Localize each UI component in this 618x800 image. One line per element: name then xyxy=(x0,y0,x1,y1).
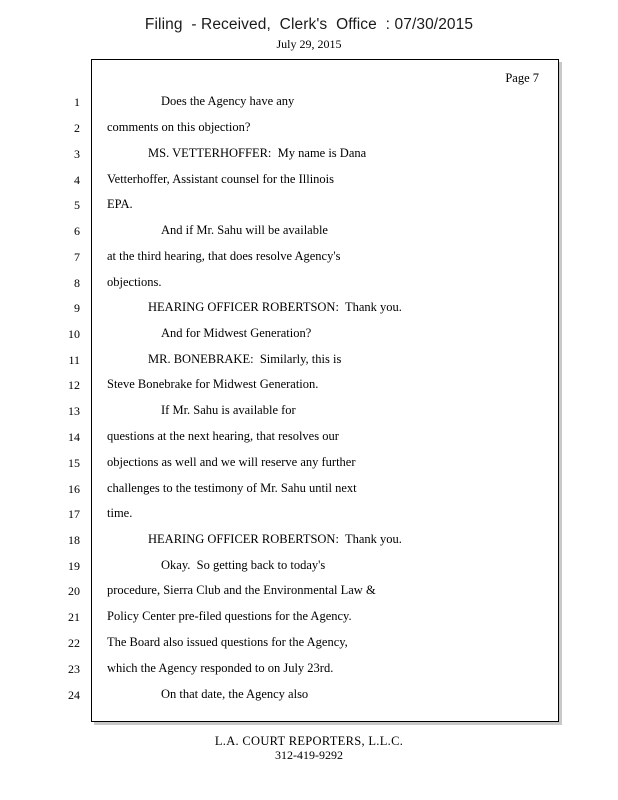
page-number: Page 7 xyxy=(505,71,539,85)
transcript-line: The Board also issued questions for the Agency, xyxy=(107,635,348,649)
filing-date: July 29, 2015 xyxy=(276,37,342,51)
line-number: 18 xyxy=(68,533,80,547)
transcript-line: HEARING OFFICER ROBERTSON: Thank you. xyxy=(148,532,402,546)
transcript-line: questions at the next hearing, that resolves our xyxy=(107,429,339,443)
line-number: 21 xyxy=(68,610,80,624)
line-number: 20 xyxy=(68,584,80,598)
transcript-line: And if Mr. Sahu will be available xyxy=(161,223,328,237)
transcript-line: objections. xyxy=(107,275,162,289)
transcript-line: procedure, Sierra Club and the Environmental Law & xyxy=(107,583,376,597)
line-number: 2 xyxy=(74,121,80,135)
transcript-line: Steve Bonebrake for Midwest Generation. xyxy=(107,377,319,391)
line-number: 15 xyxy=(68,456,80,470)
line-number: 11 xyxy=(68,353,80,367)
line-number: 8 xyxy=(74,276,80,290)
transcript-line: which the Agency responded to on July 23rd. xyxy=(107,661,334,675)
line-number: 7 xyxy=(74,250,80,264)
filing-stamp: Filing - Received, Clerk's Office : 07/30/2015 xyxy=(144,16,474,33)
line-number: 5 xyxy=(74,198,80,212)
line-number: 24 xyxy=(68,688,80,702)
reporter-phone: 312-419-9292 xyxy=(275,748,343,762)
transcript-line: Vetterhoffer, Assistant counsel for the Illinois xyxy=(107,172,335,186)
line-number: 13 xyxy=(68,404,80,418)
transcript-line: objections as well and we will reserve any further xyxy=(107,455,356,469)
transcript-line: HEARING OFFICER ROBERTSON: Thank you. xyxy=(148,300,402,314)
line-number: 4 xyxy=(74,173,80,187)
transcript-line: EPA. xyxy=(107,197,133,211)
transcript-line: Policy Center pre-filed questions for the Agency. xyxy=(107,609,352,623)
transcript-line: If Mr. Sahu is available for xyxy=(161,403,296,417)
reporter-company: L.A. COURT REPORTERS, L.L.C. xyxy=(214,734,404,748)
line-number: 1 xyxy=(74,95,80,109)
transcript-line: time. xyxy=(107,506,133,520)
transcript-line: Okay. So getting back to today's xyxy=(161,558,326,572)
transcript-line: On that date, the Agency also xyxy=(161,687,309,701)
transcript-line: Does the Agency have any xyxy=(161,94,295,108)
transcript-line: at the third hearing, that does resolve Agency's xyxy=(107,249,341,263)
line-number: 12 xyxy=(68,378,80,392)
transcript-line: MR. BONEBRAKE: Similarly, this is xyxy=(148,352,342,366)
line-number: 17 xyxy=(68,507,80,521)
line-number: 6 xyxy=(74,224,80,238)
line-number: 3 xyxy=(74,147,80,161)
transcript-line: And for Midwest Generation? xyxy=(161,326,312,340)
line-number: 19 xyxy=(68,559,80,573)
line-number: 14 xyxy=(68,430,80,444)
line-number: 16 xyxy=(68,482,80,496)
transcript-line: comments on this objection? xyxy=(107,120,251,134)
line-number: 22 xyxy=(68,636,80,650)
transcript-line: challenges to the testimony of Mr. Sahu until next xyxy=(107,481,357,495)
line-number: 23 xyxy=(68,662,80,676)
transcript-line: MS. VETTERHOFFER: My name is Dana xyxy=(148,146,367,160)
line-number: 9 xyxy=(74,301,80,315)
line-number: 10 xyxy=(68,327,80,341)
